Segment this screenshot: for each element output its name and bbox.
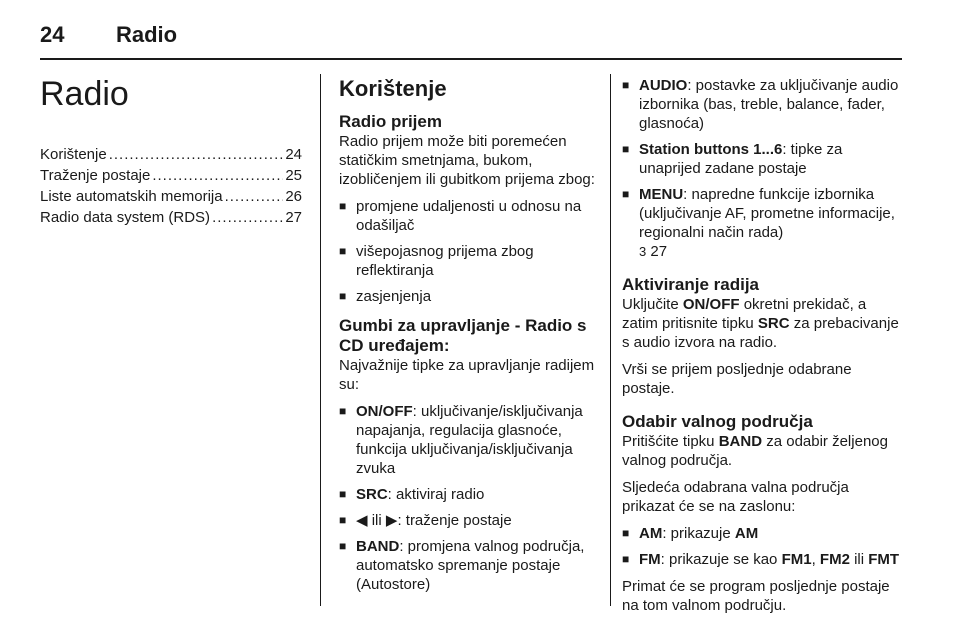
controls-list-continued <box>622 76 904 261</box>
text-run: za prebacivanje s audio izvora na radio. <box>622 315 899 351</box>
bullet-icon: ■ <box>622 552 630 566</box>
list-item <box>339 485 601 504</box>
bullet-icon: ■ <box>622 78 630 92</box>
item-text: : uključivanje/isključivanja napajanja, regulacija glasnoće, funkcija uključivanja/isključivanja zvuka <box>356 403 583 477</box>
heading-band: Odabir valnog područja <box>622 412 813 431</box>
key-label: MENU <box>639 186 684 203</box>
toc-leader <box>225 186 284 207</box>
seek-left-icon: ◀ <box>356 512 368 529</box>
toc-leader <box>212 207 283 228</box>
display-label: FMT <box>868 551 900 568</box>
list-item <box>339 537 601 594</box>
key-label: FM <box>639 551 661 568</box>
bullet-icon: ■ <box>339 404 347 418</box>
toc-page: 26 <box>285 188 302 205</box>
item-text: ili <box>367 512 386 529</box>
column-toc <box>40 62 302 228</box>
text-run: ili <box>849 551 869 568</box>
heading-usage: Korištenje <box>339 76 447 101</box>
reception-intro: Radio prijem može biti poremećen statičkim smetnjama, bukom, izobličenjem ili gubitkom prijema zbog: <box>339 133 595 188</box>
bullet-icon: ■ <box>339 244 347 258</box>
text-run: , <box>811 551 820 568</box>
list-item <box>622 140 904 178</box>
toc-entry[interactable] <box>40 186 302 207</box>
toc-label: Liste automatskih memorija <box>40 188 223 205</box>
key-label: AUDIO <box>639 77 688 94</box>
key-label: ON/OFF <box>356 403 413 420</box>
item-text: : postavke za uključivanje audio izbornika (bas, treble, balance, fader, glasnoća) <box>639 77 899 132</box>
column-activation <box>622 62 904 623</box>
toc-entry[interactable] <box>40 144 302 165</box>
key-label: SRC <box>356 486 388 503</box>
page-number: 24 <box>40 22 65 47</box>
list-item <box>339 242 601 280</box>
heading-controls: Gumbi za upravljanje - Radio s CD uređajem: <box>339 316 587 355</box>
display-label: FM2 <box>819 551 850 568</box>
reception-list <box>339 197 601 306</box>
toc-label: Korištenje <box>40 146 107 163</box>
band-paragraph-3: Primat će se program posljednje postaje na tom valnom području. <box>622 578 890 614</box>
key-label: ON/OFF <box>682 296 740 313</box>
activate-paragraph-2: Vrši se prijem posljednje odabrane postaje. <box>622 361 852 397</box>
band-paragraph <box>622 432 904 470</box>
heading-reception: Radio prijem <box>339 112 442 131</box>
bullet-icon: ■ <box>339 487 347 501</box>
bullet-icon: ■ <box>339 513 347 527</box>
page-reference-icon: 3 <box>639 244 647 259</box>
toc-label: Radio data system (RDS) <box>40 209 211 226</box>
list-item <box>339 197 601 235</box>
item-text: : traženje postaje <box>397 512 512 529</box>
bullet-icon: ■ <box>622 142 630 156</box>
text-run: okretni prekidač, a zatim pritisnite tipku <box>622 296 867 332</box>
list-item <box>622 550 904 569</box>
toc-page: 25 <box>285 167 302 184</box>
key-label: BAND <box>356 538 400 555</box>
heading-activate: Aktiviranje radija <box>622 275 760 294</box>
header-rule <box>40 58 902 60</box>
toc-leader <box>152 165 283 186</box>
table-of-contents <box>40 144 302 228</box>
seek-right-icon: ▶ <box>385 512 398 529</box>
item-text: višepojasnog prijema zbog reflektiranja <box>356 243 534 279</box>
item-text: : tipke za unaprijed zadane postaje <box>639 141 843 177</box>
activate-paragraph <box>622 295 904 352</box>
item-text: : aktiviraj radio <box>387 486 485 503</box>
bullet-icon: ■ <box>622 187 630 201</box>
bullet-icon: ■ <box>622 526 630 540</box>
controls-list <box>339 402 601 594</box>
list-item <box>339 402 601 478</box>
band-list <box>622 524 904 569</box>
list-item <box>622 524 904 543</box>
section-title: Radio <box>116 22 178 47</box>
column-divider-1 <box>320 74 321 606</box>
key-label: AM <box>639 525 663 542</box>
item-text: zasjenjenja <box>356 288 432 305</box>
chapter-title: Radio <box>40 75 129 113</box>
toc-entry[interactable] <box>40 165 302 186</box>
column-usage <box>339 62 601 602</box>
key-label: Station buttons 1...6 <box>639 141 783 158</box>
text-run: Pritišćite tipku <box>622 433 719 450</box>
toc-page: 27 <box>285 209 302 226</box>
text-run: za odabir željenog valnog područja. <box>622 433 888 469</box>
text-run: : prikazuje <box>662 525 735 542</box>
list-item <box>339 511 601 530</box>
key-label: BAND <box>718 433 763 450</box>
bullet-icon: ■ <box>339 539 347 553</box>
controls-intro: Najvažnije tipke za upravljanje radijem su: <box>339 357 595 393</box>
page-header <box>40 18 902 58</box>
toc-label: Traženje postaje <box>40 167 151 184</box>
toc-leader <box>109 144 284 165</box>
band-paragraph-2: Sljedeća odabrana valna područja prikazat će se na zaslonu: <box>622 479 849 515</box>
display-label: FM1 <box>781 551 812 568</box>
text-run: : prikazuje se kao <box>660 551 782 568</box>
item-text: promjene udaljenosti u odnosu na odašiljač <box>356 198 582 234</box>
display-label: AM <box>734 525 759 542</box>
text-run: Uključite <box>622 296 683 313</box>
key-label: SRC <box>757 315 790 332</box>
column-divider-2 <box>610 74 611 606</box>
page-reference[interactable]: 27 <box>650 243 668 260</box>
list-item <box>622 76 904 133</box>
toc-entry[interactable] <box>40 207 302 228</box>
bullet-icon: ■ <box>339 199 347 213</box>
list-item <box>339 287 601 306</box>
bullet-icon: ■ <box>339 289 347 303</box>
toc-page: 24 <box>285 146 302 163</box>
item-text: : napredne funkcije izbornika (uključivanje AF, prometne informacije, regionalni način rada) <box>639 186 895 241</box>
item-text: : promjena valnog područja, automatsko spremanje postaje (Autostore) <box>356 538 585 593</box>
list-item <box>622 185 904 261</box>
